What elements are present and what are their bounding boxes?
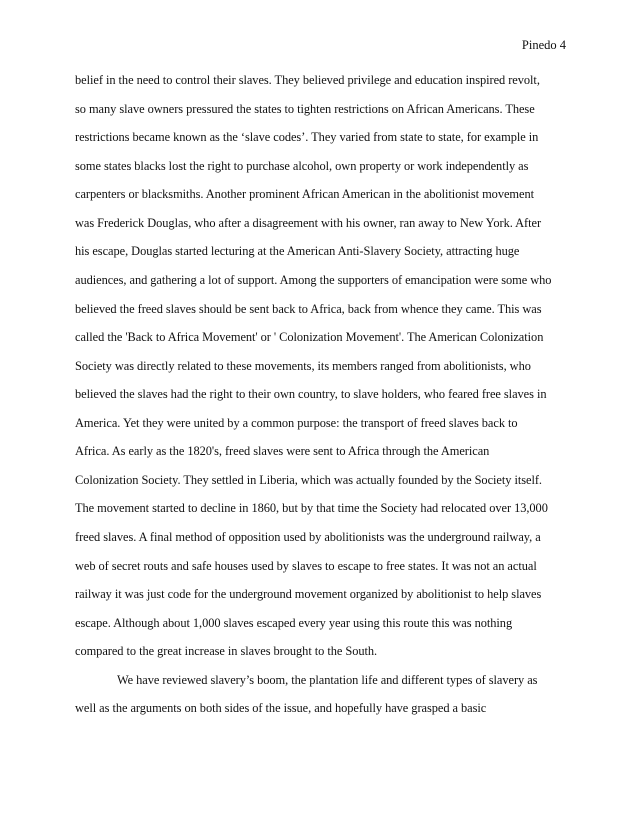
text-line: web of secret routs and safe houses used by slaves to escape to free states. It was not an actual bbox=[75, 558, 537, 573]
text-line: his escape, Douglas started lecturing at the American Anti-Slavery Society, attracting huge bbox=[75, 244, 520, 259]
text-line: carpenters or blacksmiths. Another prominent African American in the abolitionist movement bbox=[75, 187, 534, 202]
text-line: so many slave owners pressured the states to tighten restrictions on African Americans. These bbox=[75, 101, 535, 116]
text-line: railway it was just code for the underground movement organized by abolitionist to help slaves bbox=[75, 587, 542, 602]
text-line: escape. Although about 1,000 slaves escaped every year using this route this was nothing bbox=[75, 615, 513, 630]
text-line: restrictions became known as the ‘slave codes’. They varied from state to state, for example in bbox=[75, 130, 539, 145]
text-line: belief in the need to control their slaves. They believed privilege and education inspired revolt, bbox=[75, 73, 540, 87]
text-line: well as the arguments on both sides of the issue, and hopefully have grasped a basic bbox=[75, 701, 487, 716]
body-text bbox=[75, 66, 575, 723]
text-line: Africa. As early as the 1820's, freed slaves were sent to Africa through the American bbox=[75, 444, 490, 459]
text-line: called the 'Back to Africa Movement' or ' Colonization Movement'. The American Colonization bbox=[75, 330, 544, 345]
text-line: audiences, and gathering a lot of support. Among the supporters of emancipation were some who bbox=[75, 272, 552, 287]
text-line: freed slaves. A final method of opposition used by abolitionists was the underground railway, a bbox=[75, 530, 541, 544]
text-line: was Frederick Douglas, who after a disagreement with his owner, ran away to New York. After bbox=[75, 215, 542, 230]
text-line: America. Yet they were united by a common purpose: the transport of freed slaves back to bbox=[75, 415, 518, 430]
text-line: The movement started to decline in 1860, but by that time the Society had relocated over 13,000 bbox=[75, 501, 548, 516]
running-head: Pinedo 4 bbox=[521, 38, 566, 52]
text-line: believed the freed slaves should be sent back to Africa, back from whence they came. This was bbox=[75, 301, 542, 316]
text-line: some states blacks lost the right to purchase alcohol, own property or work independently as bbox=[75, 158, 529, 173]
paragraph-first-line: We have reviewed slavery’s boom, the plantation life and different types of slavery as bbox=[117, 672, 538, 687]
text-line: Society was directly related to these movements, its members ranged from abolitionists, who bbox=[75, 358, 531, 373]
text-line: Colonization Society. They settled in Liberia, which was actually founded by the Society itself. bbox=[75, 472, 542, 487]
text-line: believed the slaves had the right to their own country, to slave holders, who feared free slaves in bbox=[75, 387, 547, 402]
text-line: compared to the great increase in slaves brought to the South. bbox=[75, 644, 378, 659]
